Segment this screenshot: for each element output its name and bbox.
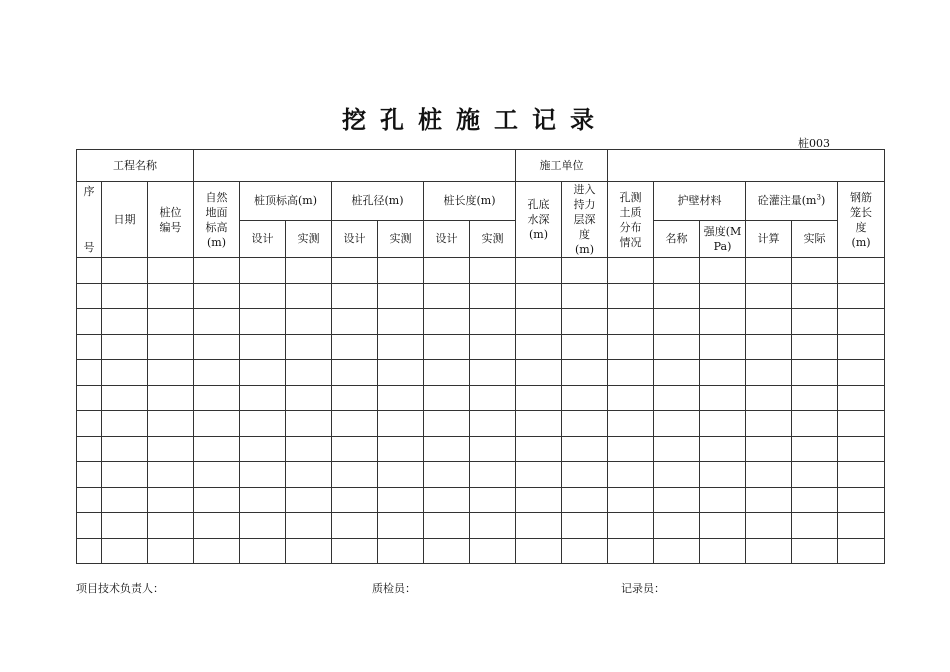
table-cell[interactable] bbox=[654, 334, 700, 360]
table-cell[interactable] bbox=[562, 334, 608, 360]
table-cell[interactable] bbox=[838, 360, 885, 386]
table-cell[interactable] bbox=[700, 462, 746, 488]
pile-diameter-header: 桩孔径(m) bbox=[332, 182, 424, 221]
table-cell[interactable] bbox=[148, 360, 194, 386]
project-name-label: 工程名称 bbox=[77, 150, 194, 182]
project-row bbox=[77, 150, 885, 182]
table-cell[interactable] bbox=[194, 309, 240, 335]
table-cell[interactable] bbox=[240, 334, 286, 360]
table-cell[interactable] bbox=[102, 385, 148, 411]
table-cell[interactable] bbox=[792, 462, 838, 488]
table-cell[interactable] bbox=[792, 360, 838, 386]
table-cell[interactable] bbox=[77, 334, 102, 360]
wall-material-header: 护壁材料 bbox=[654, 182, 746, 221]
table-cell[interactable] bbox=[102, 487, 148, 513]
data-rows bbox=[77, 258, 885, 564]
table-cell[interactable] bbox=[148, 385, 194, 411]
pile-length-measured: 实测 bbox=[470, 220, 516, 257]
table-cell[interactable] bbox=[286, 283, 332, 309]
table-cell[interactable] bbox=[286, 411, 332, 437]
table-cell[interactable] bbox=[700, 360, 746, 386]
header-row-1 bbox=[77, 182, 885, 221]
table-cell[interactable] bbox=[700, 513, 746, 539]
table-cell[interactable] bbox=[746, 411, 792, 437]
table-cell[interactable] bbox=[102, 283, 148, 309]
table-cell[interactable] bbox=[654, 487, 700, 513]
table-cell[interactable] bbox=[516, 283, 562, 309]
table-cell[interactable] bbox=[746, 334, 792, 360]
table-cell[interactable] bbox=[148, 411, 194, 437]
table-cell[interactable] bbox=[332, 334, 378, 360]
table-cell[interactable] bbox=[562, 309, 608, 335]
table-cell[interactable] bbox=[286, 309, 332, 335]
pile-top-elev-header: 桩顶标高(m) bbox=[240, 182, 332, 221]
pile-diameter-design: 设计 bbox=[332, 220, 378, 257]
table-cell[interactable] bbox=[516, 411, 562, 437]
pile-top-measured: 实测 bbox=[286, 220, 332, 257]
pile-diameter-measured: 实测 bbox=[378, 220, 424, 257]
table-cell[interactable] bbox=[424, 334, 470, 360]
table-row bbox=[77, 334, 885, 360]
table-cell[interactable] bbox=[424, 487, 470, 513]
table-cell[interactable] bbox=[286, 360, 332, 386]
table-cell[interactable] bbox=[516, 487, 562, 513]
table-cell[interactable] bbox=[102, 436, 148, 462]
water-depth-header: 孔底水深(m) bbox=[516, 182, 562, 258]
soil-dist-header: 孔测土质分布情况 bbox=[608, 182, 654, 258]
table-cell[interactable] bbox=[470, 283, 516, 309]
table-cell[interactable] bbox=[562, 360, 608, 386]
table-cell[interactable] bbox=[148, 462, 194, 488]
table-cell[interactable] bbox=[102, 360, 148, 386]
table-cell[interactable] bbox=[562, 258, 608, 284]
table-cell[interactable] bbox=[470, 411, 516, 437]
table-cell[interactable] bbox=[332, 411, 378, 437]
table-cell[interactable] bbox=[654, 309, 700, 335]
table-cell[interactable] bbox=[470, 334, 516, 360]
table-cell[interactable] bbox=[240, 513, 286, 539]
table-cell[interactable] bbox=[424, 513, 470, 539]
table-cell[interactable] bbox=[148, 436, 194, 462]
table-cell[interactable] bbox=[700, 309, 746, 335]
table-cell[interactable] bbox=[148, 334, 194, 360]
table-cell[interactable] bbox=[240, 309, 286, 335]
table-cell[interactable] bbox=[424, 538, 470, 564]
recorder-signature: 记录员： bbox=[621, 582, 665, 595]
table-cell[interactable] bbox=[516, 538, 562, 564]
table-cell[interactable] bbox=[562, 385, 608, 411]
table-cell[interactable] bbox=[424, 462, 470, 488]
table-cell[interactable] bbox=[194, 385, 240, 411]
wall-name-header: 名称 bbox=[654, 220, 700, 257]
table-cell[interactable] bbox=[286, 513, 332, 539]
table-cell[interactable] bbox=[332, 283, 378, 309]
table-cell[interactable] bbox=[516, 258, 562, 284]
seq-header-top: 序 bbox=[83, 185, 95, 198]
table-cell[interactable] bbox=[332, 513, 378, 539]
table-cell[interactable] bbox=[240, 385, 286, 411]
table-cell[interactable] bbox=[654, 538, 700, 564]
table-cell[interactable] bbox=[378, 258, 424, 284]
table-cell[interactable] bbox=[194, 258, 240, 284]
table-cell[interactable] bbox=[746, 309, 792, 335]
pile-length-design: 设计 bbox=[424, 220, 470, 257]
table-cell[interactable] bbox=[792, 538, 838, 564]
table-cell[interactable] bbox=[148, 283, 194, 309]
table-row bbox=[77, 487, 885, 513]
table-cell[interactable] bbox=[102, 462, 148, 488]
table-row bbox=[77, 360, 885, 386]
table-cell[interactable] bbox=[240, 411, 286, 437]
table-cell[interactable] bbox=[654, 258, 700, 284]
table-cell[interactable] bbox=[608, 334, 654, 360]
table-row bbox=[77, 283, 885, 309]
table-cell[interactable] bbox=[516, 385, 562, 411]
table-cell[interactable] bbox=[286, 385, 332, 411]
pile-top-design: 设计 bbox=[240, 220, 286, 257]
cage-length-header: 钢筋笼长度(m) bbox=[838, 182, 885, 258]
table-cell[interactable] bbox=[286, 487, 332, 513]
table-cell[interactable] bbox=[608, 487, 654, 513]
table-cell[interactable] bbox=[608, 513, 654, 539]
table-cell[interactable] bbox=[470, 258, 516, 284]
concrete-vol-header: 砼灌注量$(m^3)$ bbox=[746, 182, 838, 221]
table-cell[interactable] bbox=[240, 283, 286, 309]
table-cell[interactable] bbox=[424, 258, 470, 284]
table-cell[interactable] bbox=[838, 513, 885, 539]
table-cell[interactable] bbox=[332, 360, 378, 386]
table-cell[interactable] bbox=[378, 360, 424, 386]
table-cell[interactable] bbox=[378, 487, 424, 513]
table-cell[interactable] bbox=[654, 385, 700, 411]
table-cell[interactable] bbox=[838, 334, 885, 360]
tech-lead-signature: 项目技术负责人： bbox=[76, 582, 164, 595]
table-cell[interactable] bbox=[516, 462, 562, 488]
table-cell[interactable] bbox=[562, 411, 608, 437]
table-cell[interactable] bbox=[746, 283, 792, 309]
pile-length-header: 桩长度(m) bbox=[424, 182, 516, 221]
seq-header bbox=[77, 182, 102, 258]
table-cell[interactable] bbox=[700, 334, 746, 360]
table-row bbox=[77, 436, 885, 462]
table-cell[interactable] bbox=[608, 385, 654, 411]
table-cell[interactable] bbox=[332, 487, 378, 513]
table-cell[interactable] bbox=[332, 309, 378, 335]
table-cell[interactable] bbox=[792, 487, 838, 513]
table-cell[interactable] bbox=[700, 411, 746, 437]
table-cell[interactable] bbox=[378, 436, 424, 462]
table-cell[interactable] bbox=[194, 513, 240, 539]
table-cell[interactable] bbox=[654, 411, 700, 437]
table-cell[interactable] bbox=[792, 283, 838, 309]
table-cell[interactable] bbox=[378, 538, 424, 564]
inspector-signature: 质检员： bbox=[372, 582, 416, 595]
form-title: 挖孔桩施工记录 bbox=[342, 106, 608, 134]
table-cell[interactable] bbox=[700, 283, 746, 309]
table-cell[interactable] bbox=[424, 436, 470, 462]
concrete-actual-header: 实际 bbox=[792, 220, 838, 257]
table-cell[interactable] bbox=[838, 487, 885, 513]
table-cell[interactable] bbox=[608, 411, 654, 437]
table-cell[interactable] bbox=[77, 309, 102, 335]
table-cell[interactable] bbox=[194, 283, 240, 309]
table-cell[interactable] bbox=[332, 258, 378, 284]
table-cell[interactable] bbox=[516, 309, 562, 335]
form-code: 桩003 bbox=[798, 137, 830, 150]
concrete-calc-header: 计算 bbox=[746, 220, 792, 257]
table-cell[interactable] bbox=[654, 283, 700, 309]
table-cell[interactable] bbox=[194, 360, 240, 386]
table-cell[interactable] bbox=[746, 385, 792, 411]
table-cell[interactable] bbox=[562, 436, 608, 462]
table-cell[interactable] bbox=[608, 360, 654, 386]
table-cell[interactable] bbox=[608, 258, 654, 284]
table-cell[interactable] bbox=[792, 513, 838, 539]
table-cell[interactable] bbox=[286, 334, 332, 360]
table-cell[interactable] bbox=[516, 360, 562, 386]
table-cell[interactable] bbox=[838, 385, 885, 411]
construction-unit-label: 施工单位 bbox=[516, 150, 608, 182]
table-cell[interactable] bbox=[102, 411, 148, 437]
table-cell[interactable] bbox=[746, 258, 792, 284]
table-cell[interactable] bbox=[332, 538, 378, 564]
table-cell[interactable] bbox=[102, 538, 148, 564]
table-cell[interactable] bbox=[792, 411, 838, 437]
table-cell[interactable] bbox=[470, 487, 516, 513]
table-row bbox=[77, 513, 885, 539]
table-cell[interactable] bbox=[470, 513, 516, 539]
table-cell[interactable] bbox=[792, 334, 838, 360]
table-cell[interactable] bbox=[332, 436, 378, 462]
table-cell[interactable] bbox=[562, 487, 608, 513]
table-cell[interactable] bbox=[240, 538, 286, 564]
table-cell[interactable] bbox=[654, 462, 700, 488]
table-cell[interactable] bbox=[77, 411, 102, 437]
table-cell[interactable] bbox=[700, 385, 746, 411]
seq-header-bottom: 号 bbox=[83, 241, 95, 254]
table-cell[interactable] bbox=[562, 538, 608, 564]
table-cell[interactable] bbox=[562, 513, 608, 539]
table-cell[interactable] bbox=[792, 258, 838, 284]
table-cell[interactable] bbox=[746, 487, 792, 513]
table-cell[interactable] bbox=[424, 411, 470, 437]
table-cell[interactable] bbox=[608, 462, 654, 488]
table-cell[interactable] bbox=[746, 462, 792, 488]
table-row bbox=[77, 411, 885, 437]
table-cell[interactable] bbox=[700, 258, 746, 284]
table-cell[interactable] bbox=[608, 309, 654, 335]
table-cell[interactable] bbox=[792, 436, 838, 462]
table-cell[interactable] bbox=[792, 385, 838, 411]
table-cell[interactable] bbox=[102, 334, 148, 360]
table-cell[interactable] bbox=[286, 538, 332, 564]
table-cell[interactable] bbox=[194, 436, 240, 462]
table-cell[interactable] bbox=[746, 360, 792, 386]
table-row bbox=[77, 385, 885, 411]
table-cell[interactable] bbox=[148, 258, 194, 284]
table-cell[interactable] bbox=[838, 436, 885, 462]
table-cell[interactable] bbox=[516, 513, 562, 539]
table-cell[interactable] bbox=[838, 411, 885, 437]
table-cell[interactable] bbox=[77, 283, 102, 309]
table-cell[interactable] bbox=[77, 258, 102, 284]
table-cell[interactable] bbox=[700, 487, 746, 513]
table-cell[interactable] bbox=[608, 283, 654, 309]
table-row bbox=[77, 309, 885, 335]
table-cell[interactable] bbox=[608, 436, 654, 462]
pile-no-header: 桩位编号 bbox=[148, 182, 194, 258]
table-cell[interactable] bbox=[240, 436, 286, 462]
table-cell[interactable] bbox=[240, 360, 286, 386]
table-cell[interactable] bbox=[424, 283, 470, 309]
ground-elev-header: 自然地面标高(m) bbox=[194, 182, 240, 258]
table-cell[interactable] bbox=[378, 462, 424, 488]
table-cell[interactable] bbox=[378, 513, 424, 539]
table-cell[interactable] bbox=[77, 436, 102, 462]
record-table bbox=[76, 149, 885, 564]
table-cell[interactable] bbox=[148, 309, 194, 335]
table-cell[interactable] bbox=[77, 487, 102, 513]
table-cell[interactable] bbox=[194, 462, 240, 488]
table-cell[interactable] bbox=[286, 462, 332, 488]
table-cell[interactable] bbox=[470, 385, 516, 411]
bearing-depth-header: 进入持力层深度(m) bbox=[562, 182, 608, 258]
table-cell[interactable] bbox=[240, 487, 286, 513]
table-cell[interactable] bbox=[102, 309, 148, 335]
table-cell[interactable] bbox=[148, 538, 194, 564]
table-cell[interactable] bbox=[332, 385, 378, 411]
table-cell[interactable] bbox=[378, 309, 424, 335]
table-cell[interactable] bbox=[470, 309, 516, 335]
table-cell[interactable] bbox=[470, 538, 516, 564]
table-cell[interactable] bbox=[838, 538, 885, 564]
table-cell[interactable] bbox=[470, 436, 516, 462]
table-cell[interactable] bbox=[77, 513, 102, 539]
table-cell[interactable] bbox=[562, 283, 608, 309]
table-cell[interactable] bbox=[838, 462, 885, 488]
table-cell[interactable] bbox=[424, 360, 470, 386]
table-cell[interactable] bbox=[746, 436, 792, 462]
table-row bbox=[77, 538, 885, 564]
table-cell[interactable] bbox=[194, 411, 240, 437]
table-cell[interactable] bbox=[470, 462, 516, 488]
table-cell[interactable] bbox=[332, 462, 378, 488]
table-cell[interactable] bbox=[746, 513, 792, 539]
table-cell[interactable] bbox=[286, 258, 332, 284]
table-cell[interactable] bbox=[240, 462, 286, 488]
table-cell[interactable] bbox=[378, 334, 424, 360]
table-cell[interactable] bbox=[746, 538, 792, 564]
table-cell[interactable] bbox=[102, 258, 148, 284]
table-cell[interactable] bbox=[194, 487, 240, 513]
table-cell[interactable] bbox=[792, 309, 838, 335]
table-cell[interactable] bbox=[194, 334, 240, 360]
table-cell[interactable] bbox=[378, 411, 424, 437]
table-cell[interactable] bbox=[148, 487, 194, 513]
table-cell[interactable] bbox=[838, 309, 885, 335]
table-cell[interactable] bbox=[654, 360, 700, 386]
construction-unit-value[interactable] bbox=[608, 150, 885, 182]
table-cell[interactable] bbox=[562, 462, 608, 488]
table-cell[interactable] bbox=[77, 360, 102, 386]
table-cell[interactable] bbox=[700, 538, 746, 564]
table-cell[interactable] bbox=[424, 385, 470, 411]
table-cell[interactable] bbox=[77, 385, 102, 411]
table-cell[interactable] bbox=[516, 334, 562, 360]
table-cell[interactable] bbox=[77, 538, 102, 564]
table-cell[interactable] bbox=[148, 513, 194, 539]
wall-strength-header: 强度(MPa) bbox=[700, 220, 746, 257]
project-name-value[interactable] bbox=[194, 150, 516, 182]
table-cell[interactable] bbox=[240, 258, 286, 284]
table-cell[interactable] bbox=[194, 538, 240, 564]
date-header: 日期 bbox=[102, 182, 148, 258]
table-cell[interactable] bbox=[286, 436, 332, 462]
table-cell[interactable] bbox=[654, 513, 700, 539]
table-cell[interactable] bbox=[608, 538, 654, 564]
table-cell[interactable] bbox=[102, 513, 148, 539]
table-row bbox=[77, 258, 885, 284]
table-row bbox=[77, 462, 885, 488]
table-cell[interactable] bbox=[378, 283, 424, 309]
table-cell[interactable] bbox=[516, 436, 562, 462]
table-cell[interactable] bbox=[654, 436, 700, 462]
table-cell[interactable] bbox=[838, 283, 885, 309]
table-cell[interactable] bbox=[77, 462, 102, 488]
table-cell[interactable] bbox=[470, 360, 516, 386]
table-cell[interactable] bbox=[700, 436, 746, 462]
table-cell[interactable] bbox=[424, 309, 470, 335]
table-cell[interactable] bbox=[378, 385, 424, 411]
table-cell[interactable] bbox=[838, 258, 885, 284]
